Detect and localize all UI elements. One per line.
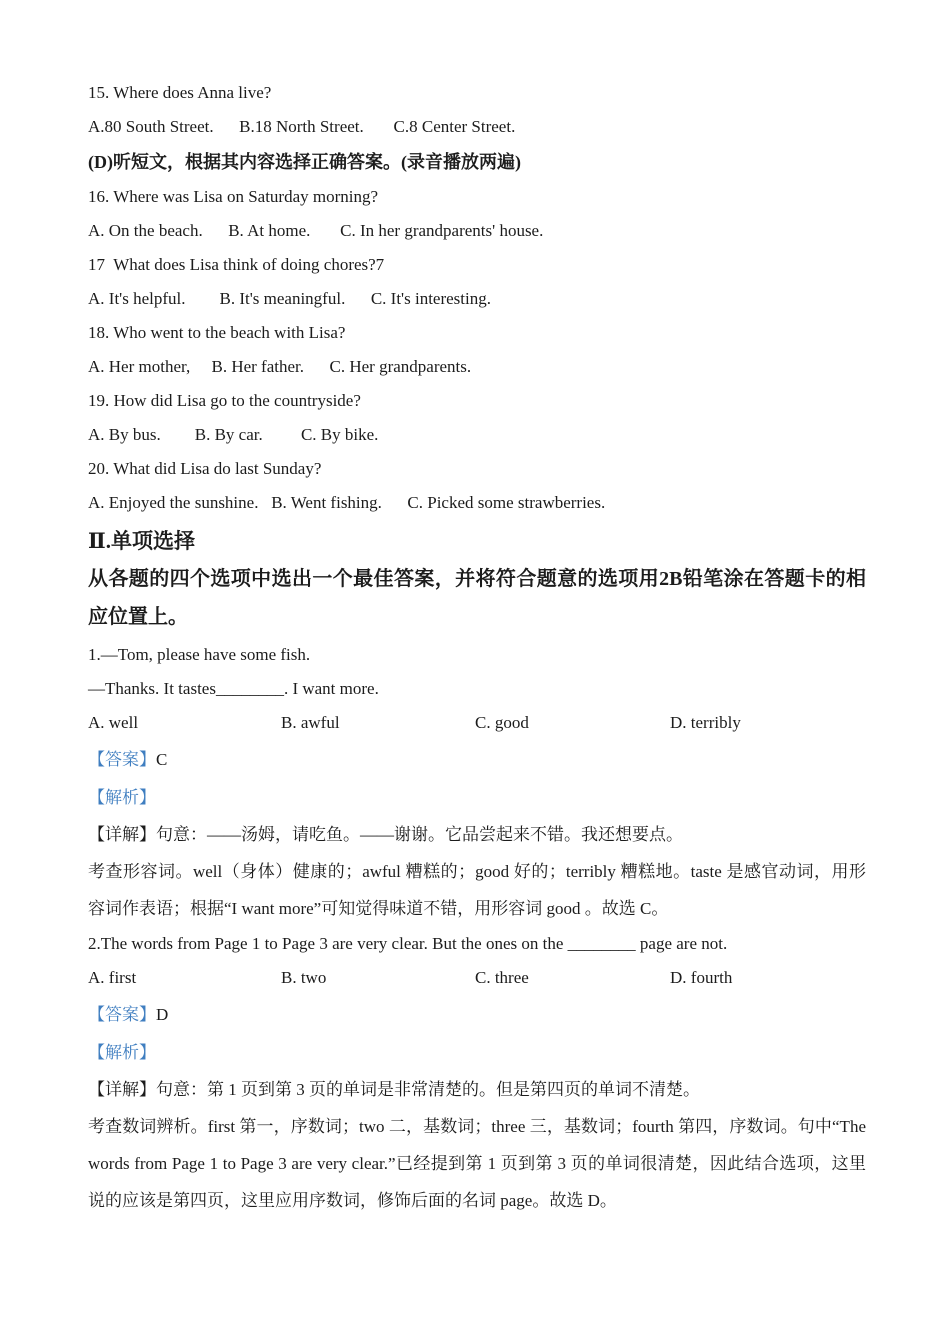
mcq-2-option-c: C. three [475, 968, 529, 987]
section-d-heading: (D)听短文，根据其内容选择正确答案。(录音播放两遍) [88, 152, 521, 172]
mcq-1-option-c: C. good [475, 713, 529, 732]
mcq-1-option-d: D. terribly [670, 713, 741, 732]
mcq-2-option-a: A. first [88, 968, 137, 987]
mcq-1-options-row [88, 706, 866, 740]
mcq-1-answer-line [88, 741, 866, 778]
question-16-options: A. On the beach. B. At home. C. In her grandparents' house. [88, 221, 544, 240]
question-19: 19. How did Lisa go to the countryside? [88, 391, 361, 410]
mcq-2-answer-line [88, 996, 866, 1033]
analysis-label: 【解析】 [88, 788, 156, 807]
mcq-2-answer-value: D [156, 1005, 169, 1024]
question-15-options: A.80 South Street. B.18 North Street. C.8 Center Street. [88, 117, 516, 136]
section-2-heading: Ⅱ.单项选择 [88, 529, 195, 553]
section-2-instructions: 从各题的四个选项中选出一个最佳答案，并将符合题意的选项用2B铅笔涂在答题卡的相应位置上。 [88, 568, 866, 628]
mcq-2-analysis-label [88, 1034, 866, 1071]
mcq-1-option-a: A. well [88, 713, 139, 732]
question-20-options: A. Enjoyed the sunshine. B. Went fishing. C. Picked some strawberries. [88, 493, 606, 512]
mcq-1-answer-value: C [156, 750, 168, 769]
mcq-1-stem-line-2: —Thanks. It tastes________. I want more. [88, 679, 379, 698]
mcq-1-note: 考查形容词。well（身体）健康的；awful 糟糕的；good 好的；terribly 糟糕地。taste 是感官动词，用形容词作表语；根据“I want more”可知觉得味道不错，用形容词 good 。故选 C。 [88, 862, 866, 918]
question-16: 16. Where was Lisa on Saturday morning? [88, 187, 379, 206]
question-19-options: A. By bus. B. By car. C. By bike. [88, 425, 379, 444]
mcq-1-analysis-label [88, 779, 866, 816]
mcq-2-options-row [88, 961, 866, 995]
exam-page [88, 76, 871, 1219]
question-17: 17 What does Lisa think of doing chores?7 [88, 255, 385, 274]
mcq-1-detail: 【详解】句意：——汤姆，请吃鱼。——谢谢。它品尝起来不错。我还想要点。 [88, 825, 683, 844]
mcq-2-note: 考查数词辨析。first 第一，序数词；two 二，基数词；three 三，基数词；fourth 第四，序数词。句中“The words from Page 1 to Page 3 are very clear.”已经提到第 1 页到第 3 页的单词很清楚，因此结合选项，这里说的应该是第四页，这里应用序数词，修饰后面的名词 page。故选 D。 [88, 1117, 871, 1210]
question-20: 20. What did Lisa do last Sunday? [88, 459, 322, 478]
question-18: 18. Who went to the beach with Lisa? [88, 323, 346, 342]
answer-label: 【答案】 [88, 1005, 156, 1024]
question-17-options: A. It's helpful. B. It's meaningful. C. It's interesting. [88, 289, 491, 308]
mcq-2-stem-line-1: 2.The words from Page 1 to Page 3 are very clear. But the ones on the ________ page are not. [88, 934, 728, 953]
mcq-1-stem-line-1: 1.—Tom, please have some fish. [88, 645, 311, 664]
answer-label: 【答案】 [88, 750, 156, 769]
question-15: 15. Where does Anna live? [88, 83, 272, 102]
analysis-label: 【解析】 [88, 1043, 156, 1062]
mcq-2-option-d: D. fourth [670, 968, 733, 987]
mcq-2-option-b: B. two [281, 968, 327, 987]
question-18-options: A. Her mother, B. Her father. C. Her grandparents. [88, 357, 472, 376]
mcq-2-detail: 【详解】句意：第 1 页到第 3 页的单词是非常清楚的。但是第四页的单词不清楚。 [88, 1080, 700, 1099]
mcq-1-option-b: B. awful [281, 713, 340, 732]
